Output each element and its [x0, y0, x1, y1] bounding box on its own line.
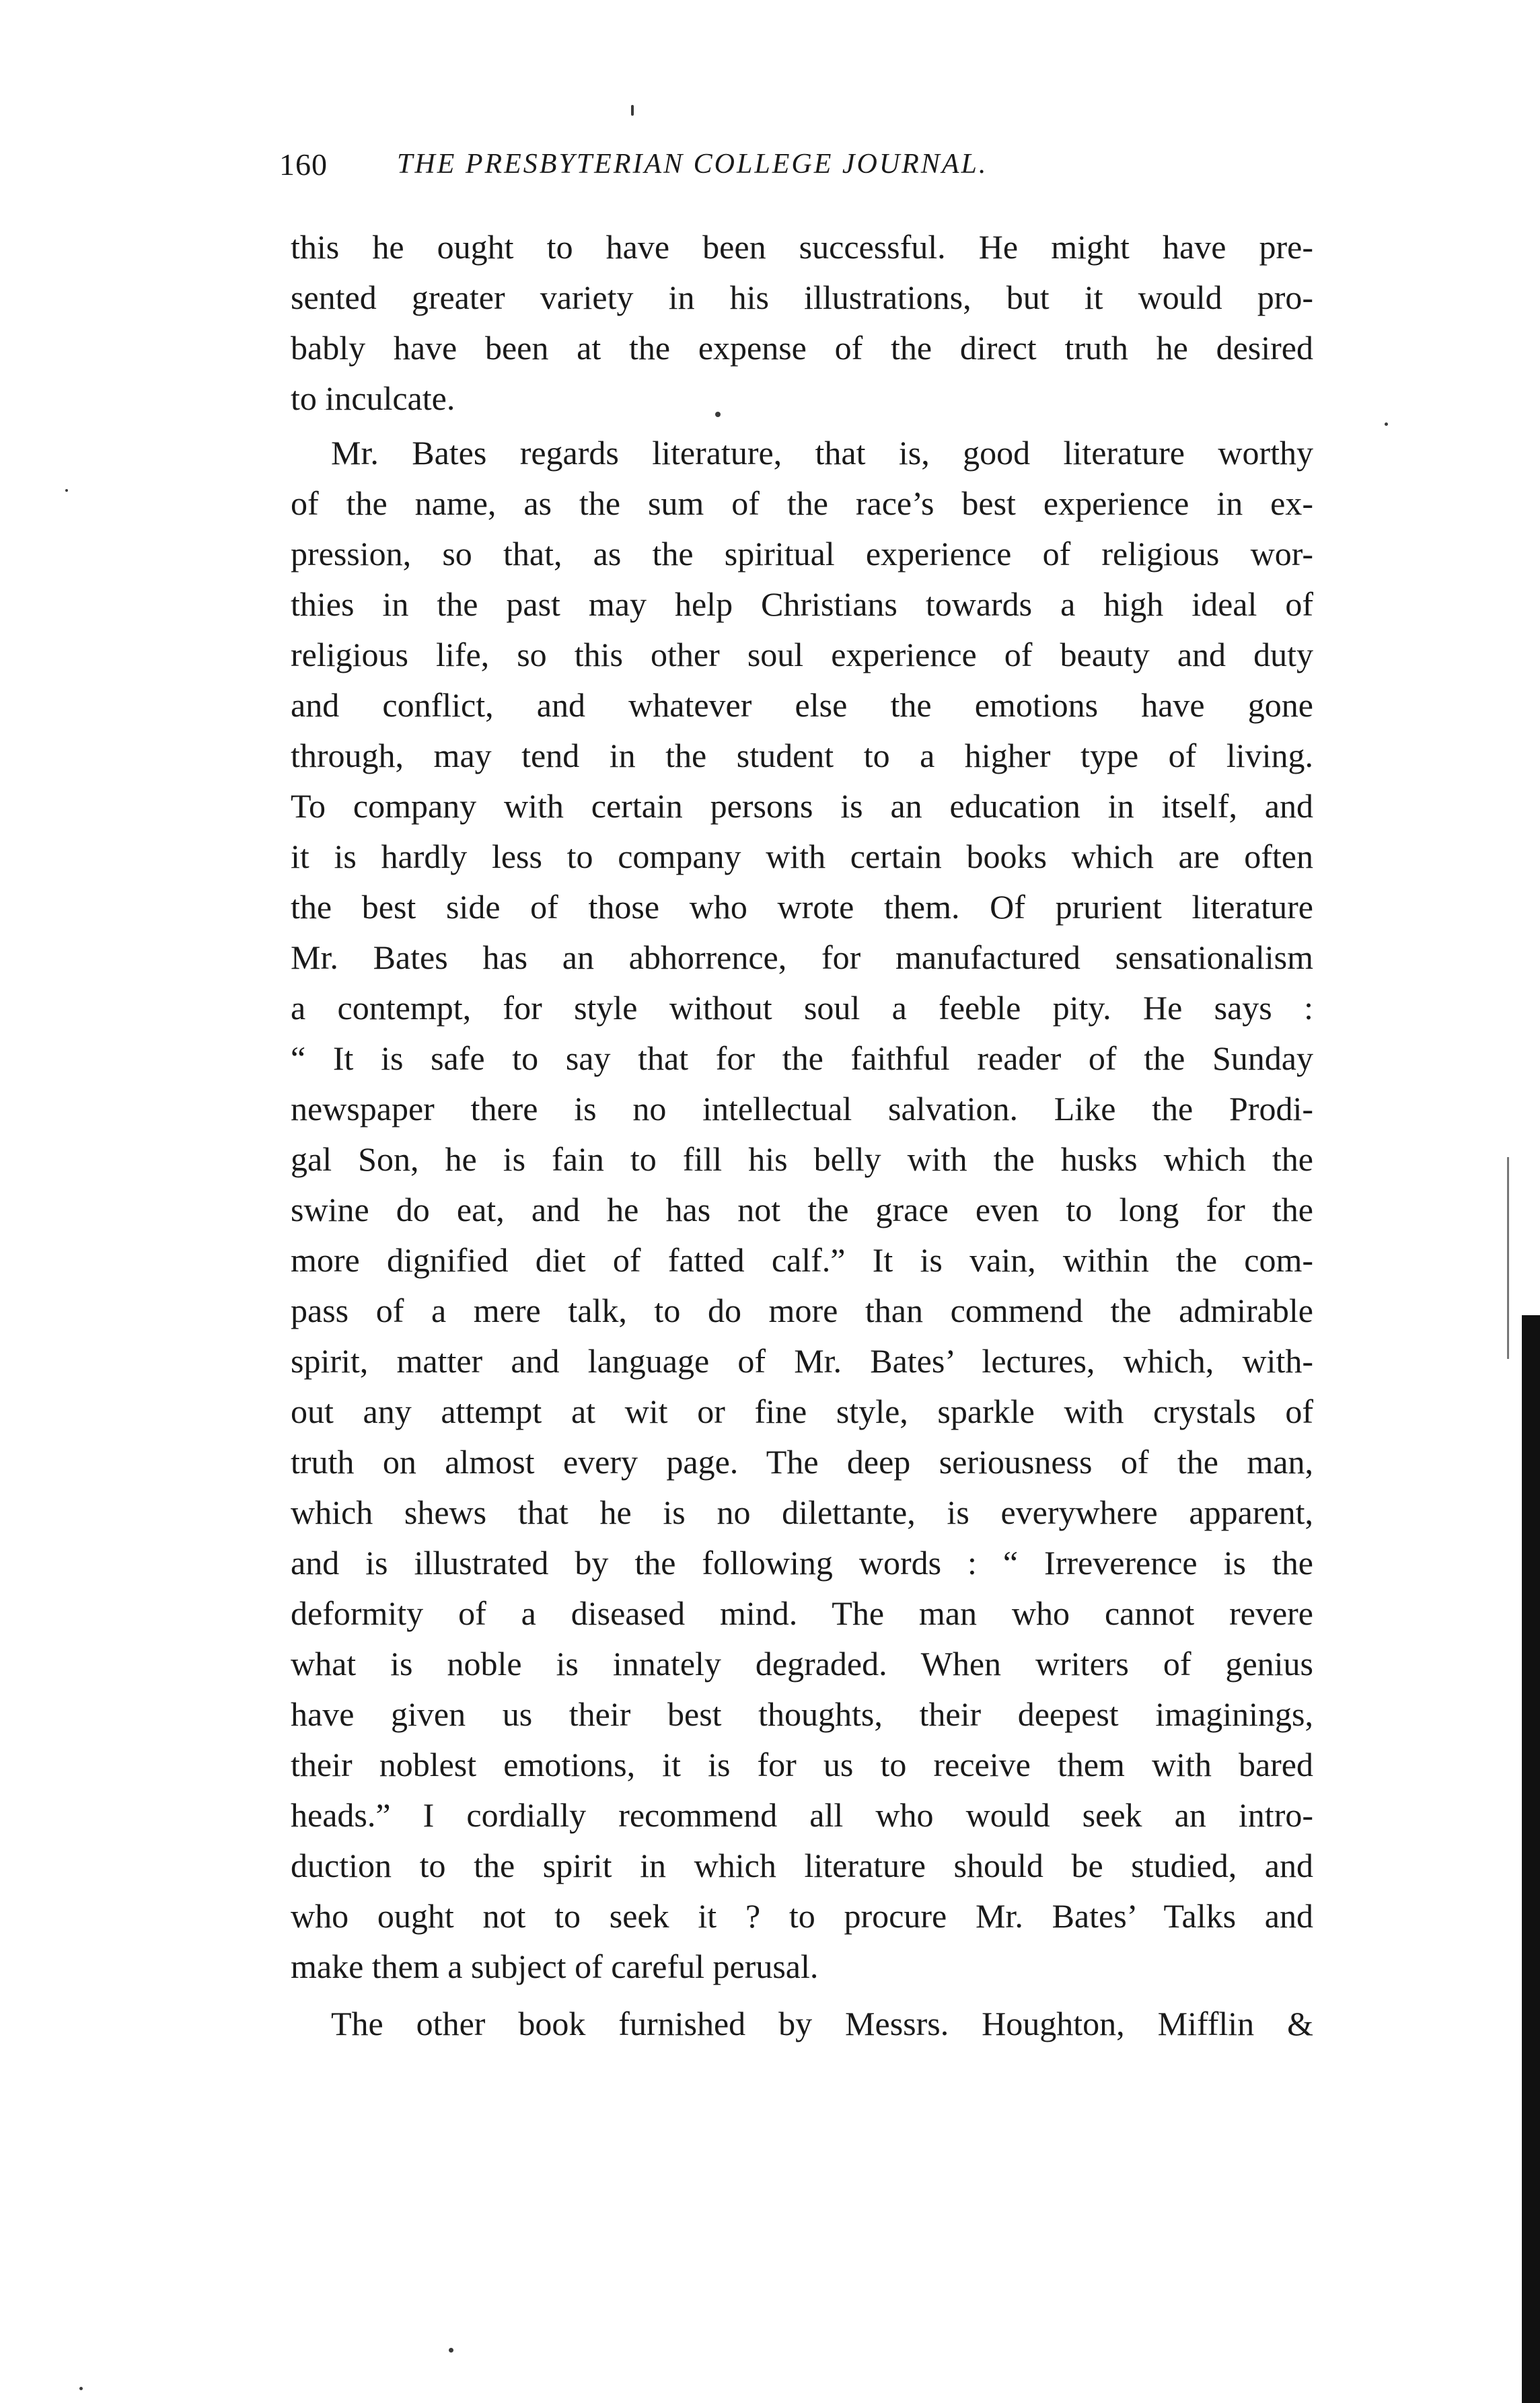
running-head: THE PRESBYTERIAN COLLEGE JOURNAL.: [397, 149, 988, 180]
text-line: bably have been at the expense of the direct truth he desired: [291, 329, 1313, 367]
text-line: and is illustrated by the following words : “ Irreverence is the: [291, 1544, 1313, 1582]
page-number: 160: [279, 147, 328, 182]
page-header: [279, 147, 1201, 194]
text-line: out any attempt at wit or fine style, sparkle with crystals of: [291, 1393, 1313, 1430]
scan-speck: [79, 2387, 83, 2390]
text-line: duction to the spirit in which literature should be studied, and: [291, 1847, 1313, 1884]
text-line: which shews that he is no dilettante, is everywhere apparent,: [291, 1493, 1313, 1531]
text-line: sented greater variety in his illustrations, but it would pro-: [291, 279, 1313, 316]
scan-speck: [65, 489, 68, 492]
body-text: [291, 222, 1313, 2049]
text-line: to inculcate.: [291, 379, 455, 417]
text-line: Mr. Bates has an abhorrence, for manufactured sensationalism: [291, 938, 1313, 976]
text-line: deformity of a diseased mind. The man who cannot revere: [291, 1594, 1313, 1632]
text-line: pression, so that, as the spiritual experience of religious wor-: [291, 535, 1313, 572]
text-line: gal Son, he is fain to fill his belly with the husks which the: [291, 1140, 1313, 1178]
text-line: spirit, matter and language of Mr. Bates’ lectures, which, with-: [291, 1342, 1313, 1380]
text-line: newspaper there is no intellectual salvation. Like the Prodi-: [291, 1090, 1313, 1127]
text-line: swine do eat, and he has not the grace even to long for the: [291, 1191, 1313, 1228]
text-line: their noblest emotions, it is for us to receive them with bared: [291, 1746, 1313, 1783]
scan-edge-shadow: [1522, 1315, 1540, 2403]
text-line: more dignified diet of fatted calf.” It is vain, within the com-: [291, 1241, 1313, 1279]
text-line: the best side of those who wrote them. Of prurient literature: [291, 888, 1313, 926]
text-line: truth on almost every page. The deep seriousness of the man,: [291, 1443, 1313, 1481]
text-line: “ It is safe to say that for the faithful reader of the Sunday: [291, 1039, 1313, 1077]
scan-speck: [631, 105, 634, 116]
text-line: To company with certain persons is an education in itself, and: [291, 787, 1313, 825]
text-line: Mr. Bates regards literature, that is, good literature worthy: [331, 434, 1313, 472]
scan-edge-line: [1507, 1157, 1509, 1359]
text-line: through, may tend in the student to a higher type of living.: [291, 737, 1313, 774]
text-line: a contempt, for style without soul a feeble pity. He says :: [291, 989, 1313, 1027]
text-line: of the name, as the sum of the race’s best experience in ex-: [291, 484, 1313, 522]
text-line: it is hardly less to company with certain books which are often: [291, 838, 1313, 875]
text-line: who ought not to seek it ? to procure Mr. Bates’ Talks and: [291, 1897, 1313, 1935]
text-line: heads.” I cordially recommend all who would seek an intro-: [291, 1796, 1313, 1834]
scan-speck: [1385, 422, 1388, 426]
text-line: this he ought to have been successful. He might have pre-: [291, 228, 1313, 266]
scan-speck: [449, 2348, 453, 2353]
text-line: and conflict, and whatever else the emotions have gone: [291, 686, 1313, 724]
scan-speck: [715, 412, 721, 417]
text-line: The other book furnished by Messrs. Houghton, Mifflin &: [331, 2005, 1313, 2042]
text-line: have given us their best thoughts, their deepest imaginings,: [291, 1695, 1313, 1733]
text-line: what is noble is innately degraded. When writers of genius: [291, 1645, 1313, 1683]
text-line: thies in the past may help Christians towards a high ideal of: [291, 585, 1313, 623]
text-line: religious life, so this other soul experience of beauty and duty: [291, 636, 1313, 673]
text-line: pass of a mere talk, to do more than commend the admirable: [291, 1292, 1313, 1329]
text-line: make them a subject of careful perusal.: [291, 1948, 819, 1985]
